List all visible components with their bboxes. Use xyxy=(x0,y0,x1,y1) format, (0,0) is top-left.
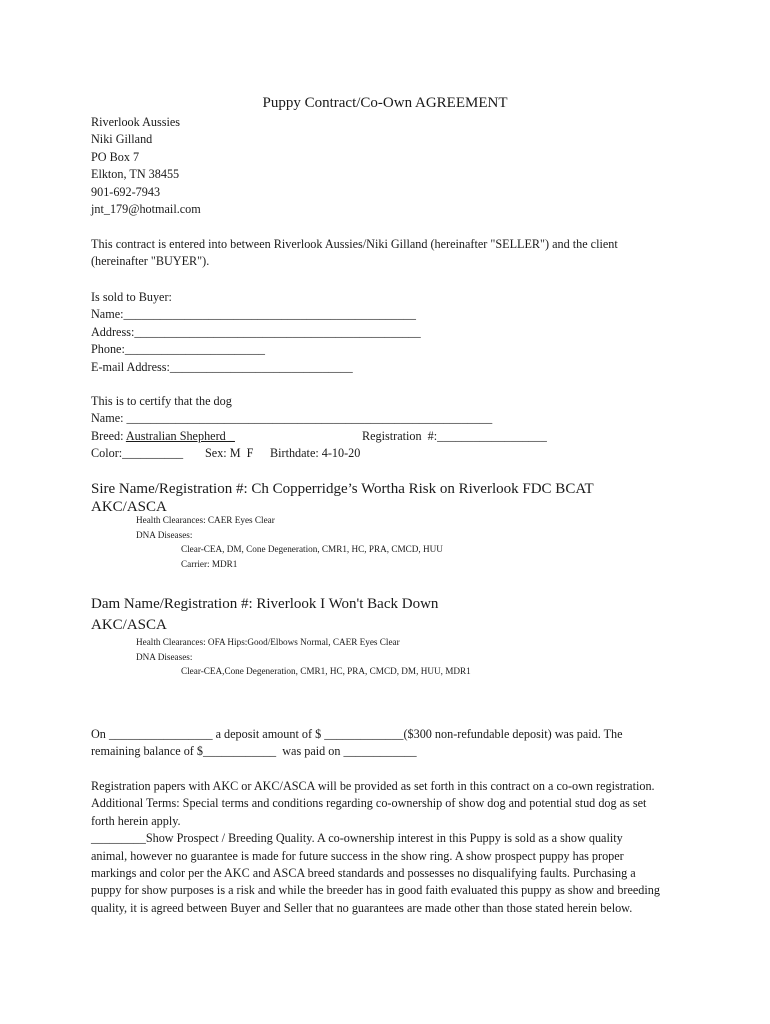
dog-breed-row xyxy=(91,428,235,445)
deposit-line: On _________________ a deposit amount of $ _____________($300 non-refundable deposit) was paid. The xyxy=(91,727,623,741)
buyer-name-field: Name:________________________________________________ xyxy=(91,307,416,322)
deposit-paragraph xyxy=(91,726,691,761)
dog-heading: This is to certify that the dog xyxy=(91,394,232,408)
sire-dna-clear: Clear-CEA, DM, Cone Degeneration, CMR1, HC, PRA, CMCD, HUU xyxy=(181,544,443,554)
sire-registry: AKC/ASCA xyxy=(91,499,167,515)
breed-value: Australian Shepherd _ xyxy=(125,429,235,443)
dam-health-clearances: Health Clearances: OFA Hips:Good/Elbows Normal, CAER Eyes Clear xyxy=(136,637,400,647)
deposit-line: remaining balance of $____________ was paid on ____________ xyxy=(91,744,417,759)
dog-name-field: Name: ____________________________________________________________ xyxy=(91,411,493,426)
sex-field: Sex: M F xyxy=(205,446,254,460)
terms-paragraph xyxy=(91,778,691,917)
registration-field: Registration #:__________________ xyxy=(362,429,547,443)
seller-address-line2: Elkton, TN 38455 xyxy=(91,167,180,182)
sire-heading: Sire Name/Registration #: Ch Copperridge’s Wortha Risk on Riverlook FDC BCAT xyxy=(91,481,594,497)
buyer-section xyxy=(91,289,421,376)
buyer-email-field: E-mail Address:______________________________ xyxy=(91,359,353,374)
buyer-heading: Is sold to Buyer: xyxy=(91,290,172,304)
seller-name: Niki Gilland xyxy=(91,132,153,147)
dam-heading: Dam Name/Registration #: Riverlook I Won't Back Down xyxy=(91,596,439,612)
sire-health-clearances: Health Clearances: CAER Eyes Clear xyxy=(136,515,275,525)
dam-dna-clear: Clear-CEA,Cone Degeneration, CMR1, HC, PRA, CMCD, DM, HUU, MDR1 xyxy=(181,666,471,676)
intro-line: This contract is entered into between Riverlook Aussies/Niki Gilland (hereinafter "SELLER") and the client xyxy=(91,237,618,251)
terms-line: _________Show Prospect / Breeding Quality. A co-ownership interest in this Puppy is sold as a show quality xyxy=(91,831,623,846)
intro-paragraph xyxy=(91,236,691,271)
seller-address-line1: PO Box 7 xyxy=(91,149,140,164)
terms-line: markings and color per the AKC and ASCA breed standards and possesses no disqualifying faults. Purchasing a xyxy=(91,866,636,881)
dam-dna-label: DNA Diseases: xyxy=(136,652,193,662)
seller-kennel: Riverlook Aussies xyxy=(91,115,181,129)
dam-registry: AKC/ASCA xyxy=(91,617,167,633)
seller-phone: 901-692-7943 xyxy=(91,184,161,199)
terms-line: puppy for show purposes is a risk and while the breeder has in good faith evaluated this puppy as show and breeding xyxy=(91,883,660,898)
breed-label: Breed: xyxy=(91,429,126,443)
dog-section xyxy=(91,393,492,428)
terms-line: quality, it is agreed between Buyer and Seller that no guarantees are made other than those stated herein below. xyxy=(91,900,633,915)
birthdate-field: Birthdate: 4-10-20 xyxy=(270,446,361,460)
terms-line: forth herein apply. xyxy=(91,813,181,828)
seller-email: jnt_179@hotmail.com xyxy=(91,202,201,217)
document-title: Puppy Contract/Co-Own AGREEMENT xyxy=(262,95,508,111)
buyer-address-field: Address:_______________________________________________ xyxy=(91,324,421,339)
terms-line: Registration papers with AKC or AKC/ASCA will be provided as set forth in this contract on a co-own registration. xyxy=(91,779,655,793)
terms-line: animal, however no guarantee is made for future success in the show ring. A show prospect puppy has proper xyxy=(91,848,624,863)
seller-info xyxy=(91,114,201,218)
intro-line: (hereinafter "BUYER"). xyxy=(91,254,210,269)
color-field: Color:__________ xyxy=(91,446,184,460)
sire-dna-carrier: Carrier: MDR1 xyxy=(181,559,238,569)
terms-line: Additional Terms: Special terms and conditions regarding co-ownership of show dog and potential stud dog as set xyxy=(91,796,647,811)
sire-dna-label: DNA Diseases: xyxy=(136,530,193,540)
buyer-phone-field: Phone:_______________________ xyxy=(91,342,266,357)
